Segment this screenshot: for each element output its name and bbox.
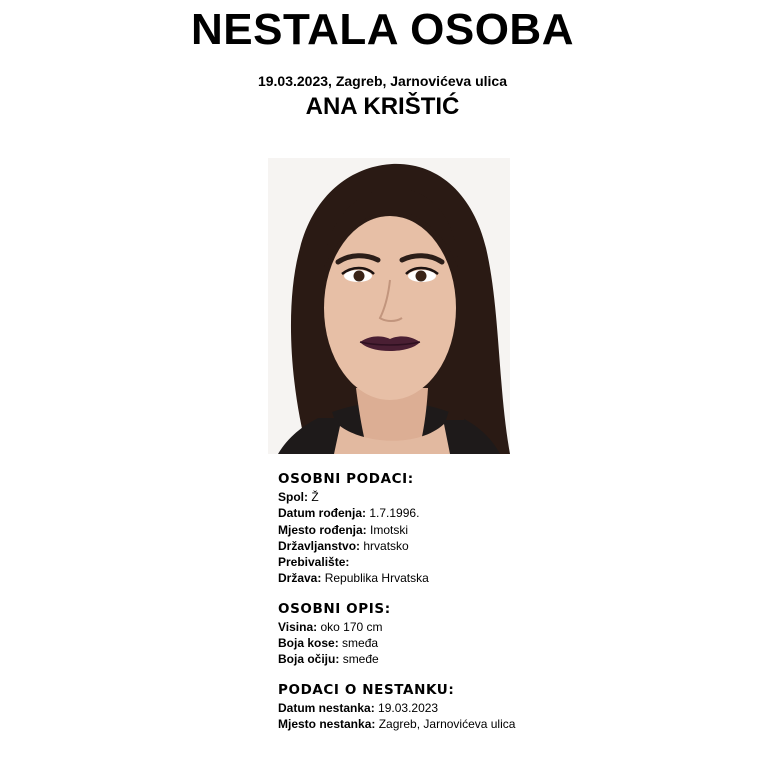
row-value: 19.03.2023 — [378, 700, 439, 715]
description-title: OSOBNI OPIS: — [278, 600, 391, 617]
description-row-eye-color — [278, 651, 738, 667]
row-label: Boja očiju: — [278, 652, 340, 667]
personal-data-row-birth-place — [278, 522, 738, 538]
row-value: Ž — [311, 490, 319, 504]
poster-headline: NESTALA OSOBA — [191, 5, 574, 54]
personal-data-row-citizenship — [278, 538, 738, 554]
description-row-height — [278, 619, 738, 635]
row-value: smeđe — [342, 652, 379, 667]
row-label: Državljanstvo: — [278, 538, 361, 553]
row-value: Imotski — [370, 522, 409, 537]
personal-data-row-residence — [278, 554, 738, 570]
personal-data-row-country — [278, 570, 738, 586]
disappearance-title: PODACI O NESTANKU: — [278, 681, 455, 698]
row-label: Mjesto nestanka: — [278, 716, 376, 731]
personal-data-row-birth-date — [278, 505, 738, 521]
row-value: hrvatsko — [363, 538, 409, 553]
person-name: ANA KRIŠTIĆ — [305, 93, 460, 120]
description-row-hair-color — [278, 635, 738, 651]
person-photo — [268, 158, 510, 454]
portrait-illustration — [268, 158, 510, 454]
details-block — [278, 471, 738, 732]
personal-data-row-sex — [278, 489, 738, 505]
row-label: Datum nestanka: — [278, 700, 375, 715]
row-label: Datum rođenja: — [278, 506, 367, 521]
row-label: Visina: — [278, 619, 318, 634]
row-label: Prebivalište: — [278, 555, 350, 570]
personal-data-title: OSOBNI PODACI: — [278, 471, 414, 487]
row-label: Mjesto rođenja: — [278, 522, 367, 537]
row-value: Zagreb, Jarnovićeva ulica — [378, 716, 516, 731]
row-value: oko 170 cm — [320, 619, 383, 634]
row-label: Boja kose: — [278, 636, 339, 651]
row-label: Spol: — [278, 490, 308, 504]
row-value: smeđa — [342, 636, 379, 651]
row-label: Država: — [278, 571, 322, 586]
disappearance-row-date — [278, 700, 738, 716]
row-value: Republika Hrvatska — [324, 571, 429, 586]
date-place-line: 19.03.2023, Zagreb, Jarnovićeva ulica — [257, 73, 508, 89]
disappearance-row-place — [278, 716, 738, 732]
row-value: 1.7.1996. — [369, 506, 420, 521]
